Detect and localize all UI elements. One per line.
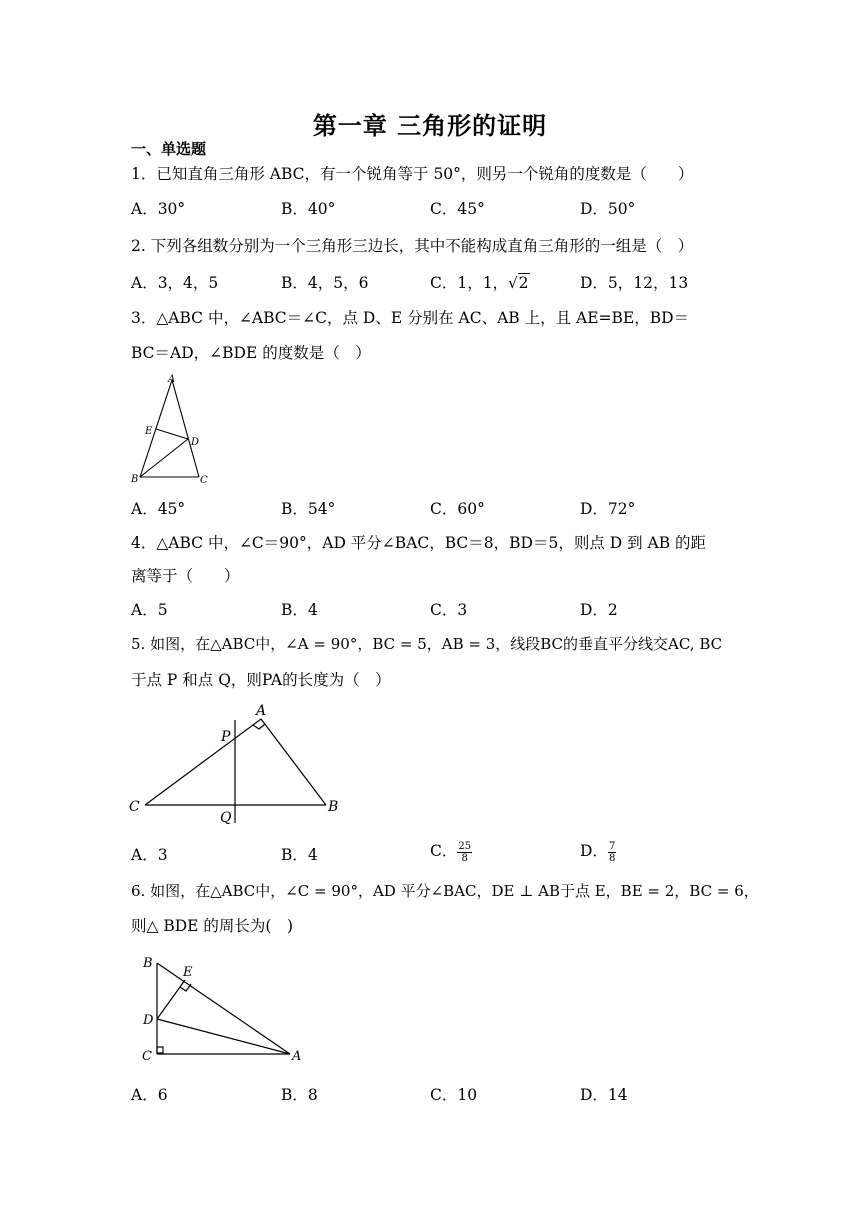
q5-option-d-label: D．: [580, 842, 608, 860]
question-3-line-2: BC＝AD，∠BDE 的度数是（ ）: [131, 344, 371, 362]
q3-option-b: B．54°: [281, 500, 336, 518]
q6-triangle-figure: [130, 950, 315, 1065]
q6-option-b: B．8: [281, 1086, 318, 1104]
q2-option-a: A．3，4，5: [131, 274, 219, 292]
label-b: B: [143, 956, 153, 971]
page-title: 第一章 三角形的证明: [312, 112, 548, 140]
q1-option-d: D．50°: [580, 200, 636, 218]
q5-option-a: A．3: [131, 846, 168, 864]
q4-option-c: C．3: [430, 601, 468, 619]
segment-ad: [157, 1019, 290, 1054]
fraction-25-8: [457, 841, 472, 864]
q1-option-a: A．30°: [131, 200, 186, 218]
question-5-line-1: 5. 如图，在△ABC中，∠A = 90°，BC = 5，AB = 3，线段BC的垂直平分线交AC, BC: [131, 635, 723, 653]
label-c: C: [142, 1049, 152, 1064]
sqrt-radicand: 2: [518, 274, 529, 292]
q4-option-b: B．4: [281, 601, 318, 619]
edge-ca: [145, 719, 261, 805]
label-d: D: [143, 1013, 154, 1028]
right-angle-mark-c: [157, 1047, 163, 1053]
question-4-line-1: 4．△ABC 中，∠C＝90°，AD 平分∠BAC，BC＝8，BD＝5，则点 D 到 AB 的距: [131, 534, 707, 552]
label-e: E: [183, 965, 193, 980]
fraction-7-8: [608, 841, 616, 864]
label-a: A: [256, 703, 267, 719]
q5-option-c: [430, 839, 472, 864]
question-4-line-2: 离等于（ ）: [131, 567, 240, 585]
q5-option-c-label: C．: [430, 842, 458, 860]
q5-option-b: B．4: [281, 846, 318, 864]
segment-ed: [156, 429, 188, 439]
q3-option-c: C．60°: [430, 500, 485, 518]
label-p: P: [221, 729, 231, 745]
q6-option-c: C．10: [430, 1086, 478, 1104]
q2-option-d: D．5，12，13: [580, 274, 689, 292]
label-q: Q: [220, 810, 232, 826]
q5-option-d: [580, 839, 616, 864]
q3-triangle-figure: [125, 370, 215, 490]
fraction-numerator: 25: [458, 840, 472, 852]
label-a: A: [292, 1049, 302, 1064]
q6-option-d: D．14: [580, 1086, 628, 1104]
q4-option-a: A．5: [131, 601, 168, 619]
q3-option-a: A．45°: [131, 500, 186, 518]
section-heading: 一、单选题: [131, 140, 207, 158]
label-e: E: [145, 426, 153, 437]
sqrt-sign: √: [508, 274, 518, 292]
fraction-numerator: 7: [608, 840, 616, 852]
edge-ba: [157, 963, 290, 1054]
q3-option-d: D．72°: [580, 500, 636, 518]
segment-de: [157, 980, 185, 1019]
edge-ac: [172, 380, 199, 477]
fraction-denominator: 8: [608, 852, 616, 864]
fraction-denominator: 8: [461, 852, 468, 864]
q2-option-b: B．4，5，6: [281, 274, 369, 292]
segment-bd: [140, 439, 188, 477]
right-angle-mark: [253, 724, 265, 729]
q6-option-a: A．6: [131, 1086, 168, 1104]
question-3-line-1: 3．△ABC 中，∠ABC＝∠C，点 D、E 分别在 AC、AB 上，且 AE=BE，BD＝: [131, 309, 690, 327]
q1-option-b: B．40°: [281, 200, 336, 218]
question-2-text: 2. 下列各组数分别为一个三角形三边长，其中不能构成直角三角形的一组是（ ）: [131, 237, 694, 255]
q4-option-d: D．2: [580, 601, 618, 619]
label-c: C: [129, 799, 140, 815]
q2-option-c: [430, 271, 530, 293]
q2-option-c-label: C．1，1，: [430, 274, 509, 292]
label-a: A: [168, 374, 176, 385]
edge-ab: [261, 719, 326, 805]
question-1-text: 1．已知直角三角形 ABC，有一个锐角等于 50°，则另一个锐角的度数是（ ）: [131, 165, 694, 183]
q5-triangle-figure: [125, 698, 350, 828]
label-b: B: [328, 799, 339, 815]
question-6-line-2: 则△ BDE 的周长为( ): [131, 917, 294, 935]
label-b: B: [131, 474, 139, 485]
q1-option-c: C．45°: [430, 200, 485, 218]
question-6-line-1: 6. 如图，在△ABC中，∠C = 90°，AD 平分∠BAC，DE ⊥ AB于点 E，BE = 2，BC = 6，: [131, 882, 759, 900]
label-d: D: [191, 437, 200, 448]
question-5-line-2: 于点 P 和点 Q，则PA的长度为（ ）: [131, 671, 391, 689]
label-c: C: [200, 475, 208, 486]
